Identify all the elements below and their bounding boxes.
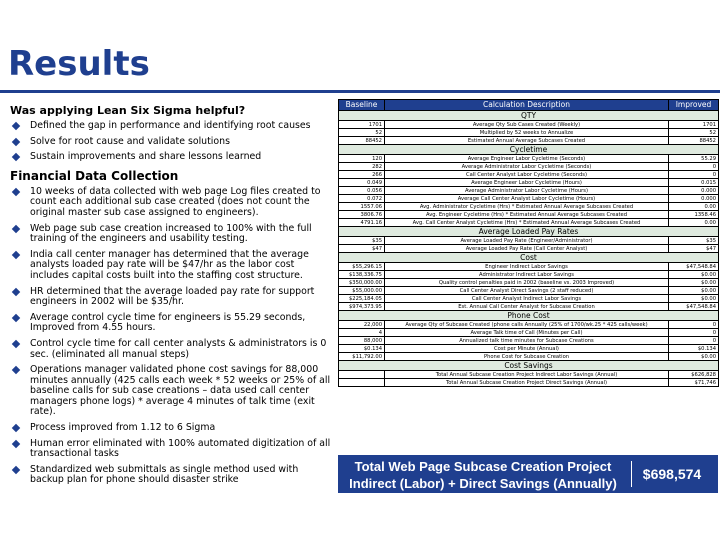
baseline-cell: 282 — [339, 163, 385, 171]
list-item: Human error eliminated with 100% automated digitization of all transactional tasks — [10, 439, 335, 460]
description-cell: Avg. Call Center Analyst Cycletime (Hrs) * Estimated Annual Average Subcases Created — [385, 219, 669, 227]
improved-cell: 1358.46 — [669, 211, 719, 219]
baseline-cell — [339, 379, 385, 387]
total-savings-banner — [338, 455, 718, 493]
table-row — [339, 303, 719, 311]
diamond-bullet-icon — [12, 287, 20, 295]
table-row — [339, 155, 719, 163]
total-label-line1: Total Web Page Subcase Creation Project — [354, 459, 612, 474]
baseline-cell: $350,000.00 — [339, 279, 385, 287]
diamond-bullet-icon — [12, 153, 20, 161]
improved-cell: 0.00 — [669, 203, 719, 211]
description-cell: Call Center Analyst Labor Cycletime (Seconds) — [385, 171, 669, 179]
title-divider — [0, 90, 720, 93]
baseline-cell: $55,296.15 — [339, 263, 385, 271]
table-row — [339, 179, 719, 187]
list-item: Process improved from 1.12 to 6 Sigma — [10, 423, 335, 434]
table-row — [339, 329, 719, 337]
description-cell: Average Engineer Labor Cycletime (Seconds) — [385, 155, 669, 163]
improved-cell: 0 — [669, 321, 719, 329]
baseline-cell: 1701 — [339, 121, 385, 129]
table-row — [339, 187, 719, 195]
description-cell: Average Administrator Labor Cycletime (Hours) — [385, 187, 669, 195]
section-title: Average Loaded Pay Rates — [339, 227, 719, 237]
improved-cell: $626,828 — [669, 371, 719, 379]
description-cell: Annualized talk time minutes for Subcase Creations — [385, 337, 669, 345]
description-cell: Average Loaded Pay Rate (Engineer/Administrator) — [385, 237, 669, 245]
description-cell: Total Annual Subcase Creation Project Indirect Labor Savings (Annual) — [385, 371, 669, 379]
table-row — [339, 203, 719, 211]
diamond-bullet-icon — [12, 122, 20, 130]
section-title: Cycletime — [339, 145, 719, 155]
improved-cell: 55.29 — [669, 155, 719, 163]
baseline-cell: 4791.16 — [339, 219, 385, 227]
improved-cell: 0 — [669, 163, 719, 171]
section-title: QTY — [339, 111, 719, 121]
baseline-cell: 0.072 — [339, 195, 385, 203]
table-row — [339, 337, 719, 345]
baseline-cell: $55,000.00 — [339, 287, 385, 295]
table-row — [339, 287, 719, 295]
description-cell: Avg. Engineer Cycletime (Hrs) * Estimated Annual Average Subcases Created — [385, 211, 669, 219]
section-row — [339, 227, 719, 237]
description-cell: Call Center Analyst Direct Savings (2 staff reduced) — [385, 287, 669, 295]
financial-list — [10, 187, 335, 486]
description-cell: Average Loaded Pay Rate (Call Center Analyst) — [385, 245, 669, 253]
table-row — [339, 129, 719, 137]
description-cell: Cost per Minute (Annual) — [385, 345, 669, 353]
baseline-cell — [339, 371, 385, 379]
improved-cell: $71,746 — [669, 379, 719, 387]
table-row — [339, 321, 719, 329]
improved-cell: $0.00 — [669, 287, 719, 295]
list-item: Standardized web submittals as single method used with backup plan for phone should disaster strike — [10, 465, 335, 486]
table-row — [339, 137, 719, 145]
baseline-cell: 0.049 — [339, 179, 385, 187]
helpful-heading: Was applying Lean Six Sigma helpful? — [10, 104, 246, 117]
baseline-cell: $974,373.95 — [339, 303, 385, 311]
baseline-cell: 1557.06 — [339, 203, 385, 211]
baseline-cell: 52 — [339, 129, 385, 137]
table-row — [339, 353, 719, 361]
diamond-bullet-icon — [12, 224, 20, 232]
results-text-panel — [10, 104, 335, 491]
total-label-line2: Indirect (Labor) + Direct Savings (Annually) — [349, 476, 617, 491]
diamond-bullet-icon — [12, 137, 20, 145]
table-row — [339, 245, 719, 253]
section-row — [339, 111, 719, 121]
table-row — [339, 379, 719, 387]
baseline-cell: $225,184.05 — [339, 295, 385, 303]
baseline-cell: 0.056 — [339, 187, 385, 195]
diamond-bullet-icon — [12, 424, 20, 432]
description-cell: Administrator Indirect Labor Savings — [385, 271, 669, 279]
table-row — [339, 211, 719, 219]
list-item: India call center manager has determined that the average analysts loaded pay rate will be $47/hr as the labor cost includes capital costs built into the staffing cost structure. — [10, 250, 335, 282]
description-cell: Average Call Center Analyst Labor Cycletime (Hours) — [385, 195, 669, 203]
list-item: Web page sub case creation increased to 100% with the full training of the engineers and usability testing. — [10, 224, 335, 245]
improved-cell: 0.000 — [669, 187, 719, 195]
description-cell: Average Talk time of Call (Minutes per Call) — [385, 329, 669, 337]
table-header-row — [339, 100, 719, 111]
baseline-cell: $0.134 — [339, 345, 385, 353]
description-cell: Multiplied by 52 weeks to Annualize — [385, 129, 669, 137]
diamond-bullet-icon — [12, 340, 20, 348]
list-item: HR determined that the average loaded pay rate for support engineers in 2002 will be $35/hr. — [10, 287, 335, 308]
baseline-cell: $11,792.00 — [339, 353, 385, 361]
diamond-bullet-icon — [12, 366, 20, 374]
improved-cell: 0 — [669, 337, 719, 345]
page-title: Results — [8, 44, 150, 84]
list-item: 10 weeks of data collected with web page Log files created to count each additional sub case created (does not count the original master sub case assigned to engineers). — [10, 187, 335, 219]
description-cell: Average Engineer Labor Cycletime (Hours) — [385, 179, 669, 187]
table-row — [339, 271, 719, 279]
list-item: Sustain improvements and share lessons learned — [10, 152, 335, 163]
diamond-bullet-icon — [12, 439, 20, 447]
description-cell: Average Qty Sub Cases Created (Weekly) — [385, 121, 669, 129]
baseline-cell: 88,000 — [339, 337, 385, 345]
table-row — [339, 195, 719, 203]
description-cell: Average Administrator Labor Cycletime (Seconds) — [385, 163, 669, 171]
list-item: Control cycle time for call center analysts & administrators is 0 sec. (eliminated all manual steps) — [10, 339, 335, 360]
section-title: Cost Savings — [339, 361, 719, 371]
description-cell: Est. Annual Call Center Analyst for Subcase Creation — [385, 303, 669, 311]
section-title: Phone Cost — [339, 311, 719, 321]
improved-cell: $0.00 — [669, 295, 719, 303]
list-item: Defined the gap in performance and identifying root causes — [10, 121, 335, 132]
baseline-cell: $47 — [339, 245, 385, 253]
improved-cell: $0.00 — [669, 279, 719, 287]
column-header: Baseline — [339, 100, 385, 111]
table-row — [339, 171, 719, 179]
table-row — [339, 163, 719, 171]
improved-cell: $0.00 — [669, 353, 719, 361]
section-row — [339, 361, 719, 371]
table-row — [339, 279, 719, 287]
diamond-bullet-icon — [12, 313, 20, 321]
table-row — [339, 219, 719, 227]
improved-cell: 1701 — [669, 121, 719, 129]
column-header: Improved — [669, 100, 719, 111]
list-item: Average control cycle time for engineers is 55.29 seconds, Improved from 4.55 hours. — [10, 313, 335, 334]
diamond-bullet-icon — [12, 188, 20, 196]
baseline-cell: 120 — [339, 155, 385, 163]
improved-cell: 0.000 — [669, 195, 719, 203]
section-row — [339, 311, 719, 321]
baseline-cell: $35 — [339, 237, 385, 245]
table-row — [339, 237, 719, 245]
section-row — [339, 145, 719, 155]
table-row — [339, 371, 719, 379]
baseline-cell: 266 — [339, 171, 385, 179]
baseline-cell: $138,336.75 — [339, 271, 385, 279]
description-cell: Engineer Indirect Labor Savings — [385, 263, 669, 271]
description-cell: Total Annual Subcase Creation Project Direct Savings (Annual) — [385, 379, 669, 387]
table-row — [339, 295, 719, 303]
financial-heading: Financial Data Collection — [10, 168, 179, 183]
baseline-cell: 4 — [339, 329, 385, 337]
description-cell: Phone Cost for Subcase Creation — [385, 353, 669, 361]
baseline-cell: 3806.76 — [339, 211, 385, 219]
savings-table — [338, 99, 718, 387]
improved-cell: $0.00 — [669, 271, 719, 279]
helpful-list — [10, 121, 335, 163]
improved-cell: $47,548.84 — [669, 263, 719, 271]
diamond-bullet-icon — [12, 466, 20, 474]
list-item: Operations manager validated phone cost savings for 88,000 minutes annually (425 calls each week * 52 weeks or 25% of all baseline calls for sub case creations – data used call center managers phone logs) * average 4 minutes of talk time (exit rate). — [10, 365, 335, 418]
table-row — [339, 345, 719, 353]
baseline-cell: 88452 — [339, 137, 385, 145]
improved-cell: 88452 — [669, 137, 719, 145]
baseline-cell: 22,000 — [339, 321, 385, 329]
description-cell: Quality control penalties paid in 2002 (baseline vs. 2003 Improved) — [385, 279, 669, 287]
table-row — [339, 263, 719, 271]
improved-cell: $47,548.84 — [669, 303, 719, 311]
table-row — [339, 121, 719, 129]
diamond-bullet-icon — [12, 251, 20, 259]
description-cell: Call Center Analyst Indirect Labor Savings — [385, 295, 669, 303]
improved-cell: $47 — [669, 245, 719, 253]
column-header: Calculation Description — [385, 100, 669, 111]
section-title: Cost — [339, 253, 719, 263]
improved-cell: $35 — [669, 237, 719, 245]
description-cell: Avg. Administrator Cycletime (Hrs) * Estimated Annual Average Subcases Created — [385, 203, 669, 211]
improved-cell: 52 — [669, 129, 719, 137]
total-value: $698,574 — [631, 461, 712, 487]
improved-cell: 0.015 — [669, 179, 719, 187]
improved-cell: 0 — [669, 171, 719, 179]
list-item: Solve for root cause and validate solutions — [10, 137, 335, 148]
improved-cell: 0 — [669, 329, 719, 337]
section-row — [339, 253, 719, 263]
improved-cell: $0.134 — [669, 345, 719, 353]
description-cell: Estimated Annual Average Subcases Created — [385, 137, 669, 145]
description-cell: Average Qty of Subcase Created (phone calls Annually (25% of 1700/wk.25 * 425 calls/week) — [385, 321, 669, 329]
improved-cell: 0.00 — [669, 219, 719, 227]
